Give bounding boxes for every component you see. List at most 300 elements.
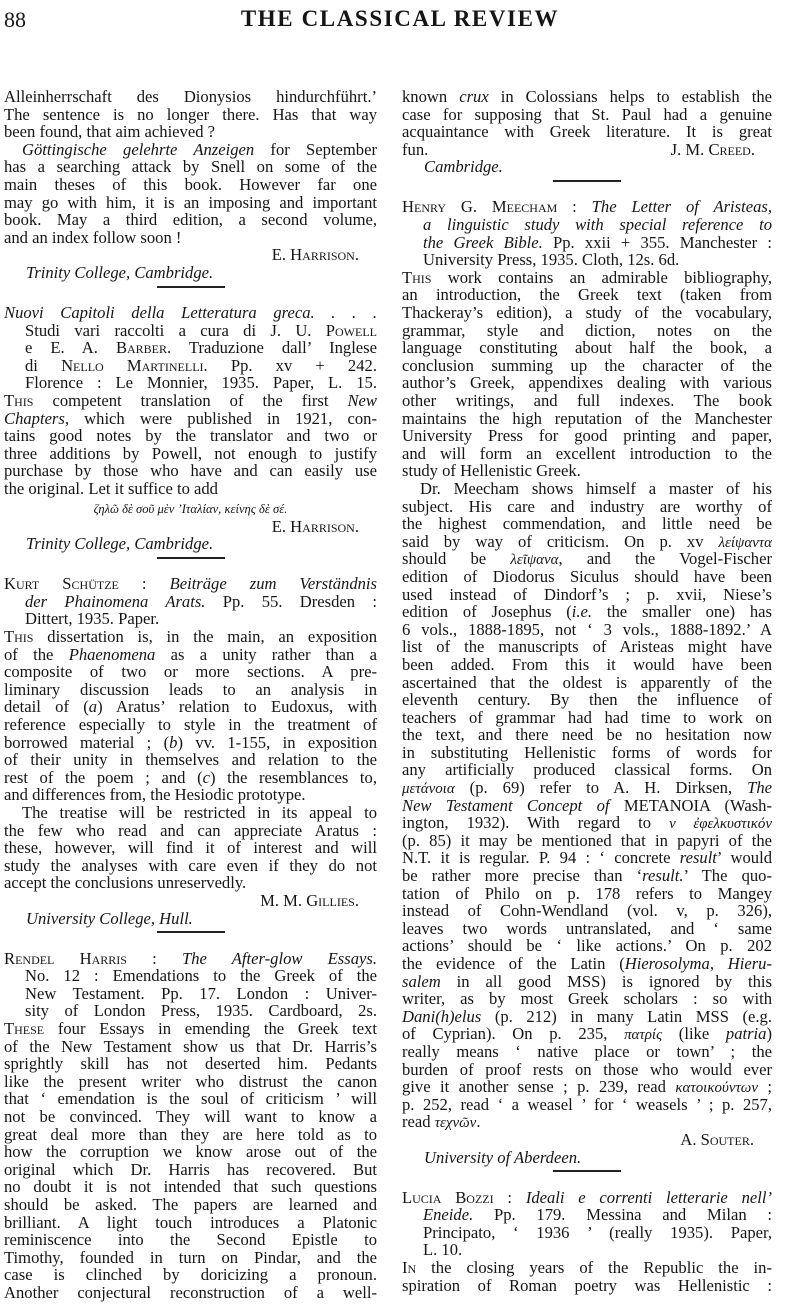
text-span: , which were published in 1921, con- <box>64 408 377 428</box>
review-heading-line <box>4 985 377 1003</box>
text-span: Dr. Meecham shows himself a master of his <box>420 478 772 498</box>
text-span: 6 vols., 1888-1895, not ‘ 3 vols., 1888-1892.’ A <box>402 619 772 639</box>
text-span: Principato, ‘ 1936 ’ (really 1935). Paper, <box>423 1222 772 1242</box>
text-span: : <box>126 948 182 968</box>
text-line <box>4 681 377 699</box>
text-line <box>402 445 772 463</box>
text-line <box>402 286 772 304</box>
text-span: the closing years of the Republic the in- <box>416 1258 772 1277</box>
text-line <box>4 158 377 176</box>
text-line <box>4 646 377 664</box>
text-line <box>402 691 772 709</box>
text-line <box>402 1259 772 1277</box>
text-span: (like <box>662 1024 726 1044</box>
text-span: author’s Greek, appendixes dealing with various <box>402 373 772 393</box>
reviewer-signature <box>4 892 377 910</box>
text-line <box>402 198 772 216</box>
text-line <box>4 1196 377 1214</box>
text-line <box>4 575 377 593</box>
greek-text: μετάνοια <box>402 781 455 798</box>
reviewer-affiliation <box>4 910 377 928</box>
text-span: of Cyprian). On p. 235, <box>402 1024 625 1044</box>
text-span: acquaintance with Greek literature. It is great <box>402 122 772 142</box>
text-line <box>402 603 772 621</box>
text-line <box>402 322 772 340</box>
text-line <box>402 638 772 656</box>
italic-text: Hierosolyma <box>624 954 710 973</box>
text-span: L. 10. <box>423 1240 463 1260</box>
greek-text: λεῖψανα <box>510 552 559 569</box>
italic-text: Cambridge. <box>424 157 503 177</box>
text-line <box>402 410 772 428</box>
text-line <box>4 628 377 646</box>
text-span: ) Aratus’ relation to Eudoxus, with <box>97 697 377 717</box>
reviewer-signature <box>4 246 377 264</box>
small-caps-text: These <box>4 1019 45 1038</box>
italic-text: b <box>169 732 178 752</box>
text-span: any artificially produced classical forms. On <box>402 760 772 780</box>
review-heading-line <box>4 339 377 357</box>
text-line <box>4 1090 377 1108</box>
text-span: New Testament. Pp. 17. London : Univer- <box>25 983 377 1003</box>
text-line <box>4 857 377 875</box>
text-span: spiration of Roman poetry was Hellenistic : <box>402 1275 772 1295</box>
text-span: of their unity in themselves and relation to the <box>4 750 377 770</box>
small-caps-text: This <box>4 627 34 647</box>
text-span: that ‘ emendation is the soul of criticism ’ will <box>4 1089 377 1109</box>
paragraph-last-line <box>402 462 772 480</box>
italic-text: University of Aberdeen. <box>424 1147 582 1167</box>
text-span: and will form an excellent introduction to the <box>402 443 772 463</box>
divider-rule <box>157 931 225 933</box>
italic-text: University College, Hull. <box>26 908 193 928</box>
italic-text: i.e. <box>571 602 593 622</box>
italic-text: The <box>747 778 772 798</box>
text-span: give it another sense ; p. 239, read <box>402 1077 676 1097</box>
text-line <box>4 462 377 480</box>
text-span: four Essays in emending the Greek text <box>44 1019 377 1038</box>
text-span: . <box>476 1112 481 1132</box>
paragraph-last-line <box>4 123 377 141</box>
reviewer-affiliation <box>4 535 377 553</box>
review-heading-line <box>402 216 772 234</box>
paragraph-first-line <box>4 804 377 822</box>
text-span: teachers of grammar had had time to work on <box>402 707 772 727</box>
italic-text: Nuovi Capitoli della Letteratura greca. . . . <box>4 303 377 323</box>
italic-text: salem <box>402 971 441 991</box>
text-span: how the corruption we know arose out of the <box>4 1142 377 1162</box>
text-span: case is clinched by doricizing a pronoun. <box>4 1265 377 1285</box>
text-span: study the analyses with care even if they do not <box>4 855 377 875</box>
text-line <box>402 374 772 392</box>
italic-text: c <box>202 767 210 787</box>
paragraph-first-line <box>402 480 772 498</box>
text-span: Another conjectural reconstruction of a well- <box>4 1282 377 1302</box>
text-span: dissertation is, in the main, an exposition <box>33 627 377 647</box>
text-span: sity of London Press, 1935. Cardboard, 2s. <box>25 1001 377 1021</box>
review-heading-line <box>402 234 772 252</box>
text-span: e E. A. <box>25 338 116 358</box>
italic-text: Beiträge zum Verständnis <box>169 574 377 594</box>
text-span: these, however, will find it of interest and will <box>4 838 377 858</box>
review-heading-line <box>4 322 377 340</box>
review-heading-line <box>402 251 772 269</box>
small-caps-text: Nello Martinelli <box>61 355 204 375</box>
section-divider <box>402 1166 772 1189</box>
text-span: writer, as by most Greek scholars : so with <box>402 989 772 1009</box>
text-span: eleventh century. By then the influence of <box>402 690 772 710</box>
text-line <box>402 106 772 124</box>
paragraph-last-line <box>4 229 377 247</box>
text-line <box>402 427 772 445</box>
text-span: , <box>709 954 728 973</box>
italic-text: The After-glow Essays. <box>181 948 377 968</box>
italic-text: Eneide. <box>423 1205 474 1225</box>
greek-text: λείψαντα <box>718 534 772 551</box>
text-line <box>402 1096 772 1114</box>
review-heading-line <box>4 374 377 392</box>
text-line <box>402 761 772 779</box>
text-line <box>402 304 772 322</box>
page-number: 88 <box>4 7 26 32</box>
text-line <box>402 937 772 955</box>
greek-quotation <box>4 498 377 518</box>
text-line <box>402 726 772 744</box>
text-span: detail of ( <box>4 697 89 717</box>
text-span: accept the conclusions unreservedly. <box>4 873 247 893</box>
text-span: no doubt it is not intended that such questions <box>4 1177 377 1197</box>
text-span: . Traduzione dall’ Inglese <box>167 338 377 358</box>
text-span: Pp. 55. Dresden : <box>205 591 377 611</box>
review-heading-line <box>402 1206 772 1224</box>
text-span: : <box>557 197 592 217</box>
small-caps-text: A. Souter. <box>680 1129 754 1149</box>
text-span: main theses of this book. However far one <box>4 174 377 194</box>
text-line <box>4 698 377 716</box>
italic-text: der Phainomena Arats. <box>25 591 206 611</box>
divider-rule <box>553 1170 621 1172</box>
text-span: an introduction, the Greek text (taken from <box>402 285 772 305</box>
text-span: ’ would <box>716 848 772 868</box>
text-span: read <box>402 1112 435 1132</box>
text-span: as a unity rather than a <box>155 644 377 664</box>
text-span: Thackeray’s edition), a study of the vocabulary, <box>402 303 772 323</box>
text-span: the text, and there need be no hesitation now <box>402 725 772 745</box>
text-span: in Colossians helps to establish the <box>488 87 772 106</box>
small-caps-text: J. M. Creed. <box>670 139 755 159</box>
text-span: purchase by those who have and can easily use <box>4 461 377 481</box>
text-line <box>402 568 772 586</box>
paragraph-last-line <box>4 480 377 498</box>
text-span: the evidence of the Latin ( <box>402 954 625 973</box>
text-line <box>4 1126 377 1144</box>
text-line <box>4 839 377 857</box>
text-line <box>4 88 377 106</box>
text-span: and an index follow soon ! <box>4 227 182 247</box>
paragraph-last-line <box>402 1113 772 1131</box>
text-line <box>402 533 772 551</box>
text-span: p. 252, read ‘ a weasel ’ for ‘ weasels ’ ; p. 257, <box>402 1094 772 1114</box>
italic-text: Trinity College, Cambridge. <box>26 262 214 282</box>
text-line <box>402 88 772 106</box>
text-line <box>402 550 772 568</box>
text-span: edition of Josephus ( <box>402 602 572 622</box>
text-span: University Press, 1935. Cloth, 12s. 6d. <box>423 250 680 270</box>
text-span: Pp. 179. Messina and Milan : <box>473 1205 772 1225</box>
text-span: : <box>493 1187 526 1207</box>
text-line <box>4 1266 377 1284</box>
text-line <box>4 1161 377 1179</box>
italic-text: crux <box>459 87 489 106</box>
reviewer-signature <box>402 1131 772 1149</box>
text-span: work contains an admirable bibliography, <box>431 267 772 287</box>
text-span: burden of proof rests on those who would ever <box>402 1059 772 1079</box>
italic-text: result <box>679 848 717 868</box>
text-span: not be convinced. They will want to know a <box>4 1106 377 1126</box>
italic-text: a <box>88 697 98 717</box>
italic-text: Dani(h)elus <box>402 1006 482 1026</box>
text-line <box>4 1055 377 1073</box>
text-span: (p. 212) in many Latin MSS (e.g. <box>481 1006 772 1026</box>
text-line <box>4 1073 377 1091</box>
text-line <box>402 832 772 850</box>
text-line <box>402 814 772 832</box>
text-span: and differences from, the Hesiodic prototype. <box>4 785 306 805</box>
small-caps-text: Henry G. Meecham <box>402 197 558 217</box>
text-span: The sentence is no longer there. Has that way <box>4 104 377 124</box>
italic-text: Göttingische gelehrte Anzeigen <box>22 139 255 159</box>
text-span: known <box>402 87 460 106</box>
column-right <box>402 88 772 1294</box>
text-span: study of Hellenistic Greek. <box>402 461 581 481</box>
greek-text: ζηλῶ δὲ σοῦ μὲν ’Ιταλίαν, κείνης δὲ σέ. <box>93 501 288 516</box>
greek-text: ν ἐφελκυστικόν <box>669 816 772 833</box>
text-line <box>4 1143 377 1161</box>
text-line <box>4 751 377 769</box>
italic-text: result. <box>642 866 684 886</box>
text-span: ascertained that the oldest is apparently of the <box>402 672 772 692</box>
divider-rule <box>157 286 225 288</box>
text-span: the smaller one) has <box>592 602 772 622</box>
text-line <box>4 194 377 212</box>
text-span: liminary discussion leads to an analysis in <box>4 679 377 699</box>
text-line <box>4 769 377 787</box>
text-span: University Press for good printing and paper, <box>402 426 772 446</box>
review-heading-line <box>4 610 377 628</box>
text-span: ’ The quo- <box>683 866 772 886</box>
text-span: competent translation of the first <box>33 391 348 410</box>
text-span: language constituting about half the book, a <box>402 338 772 358</box>
text-span: the original. Let it suffice to add <box>4 478 218 498</box>
text-line <box>402 797 772 815</box>
text-line <box>4 1214 377 1232</box>
text-span: reference especially to style in the treatment of <box>4 715 377 734</box>
paragraph-last-line <box>4 874 377 892</box>
text-span: Alleinherrschaft des Dionysios hindurchführt.’ <box>4 87 377 106</box>
small-caps-text: Lucia Bozzi <box>402 1187 494 1207</box>
reviewer-affiliation <box>402 158 772 176</box>
italic-text: New Testament Concept of <box>402 795 610 815</box>
review-heading-line <box>4 593 377 611</box>
text-line <box>402 1025 772 1043</box>
text-span: (p. 69) refer to A. H. Dirksen, <box>454 778 748 798</box>
text-span: the few who read and can appreciate Aratus : <box>4 820 377 840</box>
text-span: ) vv. 1-155, in exposition <box>177 732 377 752</box>
text-span: sprightly skill has not deserted him. Pedants <box>4 1054 377 1074</box>
text-line <box>402 990 772 1008</box>
text-span: tation of Philo on p. 178 refers to Mangey <box>402 883 772 903</box>
text-span: in substituting Hellenistic forms of words for <box>402 742 772 762</box>
text-span: of the New Testament show us that Dr. Harris’s <box>4 1036 377 1056</box>
text-line <box>402 920 772 938</box>
text-span: used instead of Dindorf’s ; p. xvii, Niese’s <box>402 584 772 604</box>
text-line <box>4 950 377 968</box>
text-span: . Pp. xv + 242. <box>203 355 377 375</box>
text-line <box>402 656 772 674</box>
paragraph-first-line <box>4 141 377 159</box>
text-span: Timothy, founded in turn on Pindar, and the <box>4 1247 377 1267</box>
text-span: brilliant. A light touch introduces a Platonic <box>4 1212 377 1232</box>
italic-text: Ideali e correnti letterarie nell’ <box>525 1187 772 1207</box>
text-line <box>402 1078 772 1096</box>
section-divider <box>4 927 377 950</box>
text-line <box>402 709 772 727</box>
text-line <box>402 1043 772 1061</box>
text-line <box>4 392 377 410</box>
italic-text: Trinity College, Cambridge. <box>26 534 214 554</box>
text-span: been added. From this it would have been <box>402 654 772 674</box>
text-line <box>402 885 772 903</box>
text-span: three additions by Powell, not enough to justify <box>4 443 377 463</box>
text-span: conclusion summing up the character of the <box>402 355 772 375</box>
text-line <box>402 973 772 991</box>
text-span: No. 12 : Emendations to the Greek of the <box>25 966 377 986</box>
column-left <box>4 88 377 1302</box>
review-heading-line <box>402 1241 772 1259</box>
text-span: may go with him, it is an imposing and important <box>4 192 377 212</box>
review-heading-line <box>4 357 377 375</box>
text-span: composite of two or more sections. A pre- <box>4 662 377 682</box>
review-heading-line <box>4 967 377 985</box>
text-line <box>402 339 772 357</box>
text-span: original which Dr. Harris has recovered. But <box>4 1159 377 1179</box>
text-line <box>4 1284 377 1302</box>
text-span: Florence : Le Monnier, 1935. Paper, L. 15. <box>25 373 377 393</box>
small-caps-text: Barber <box>115 338 168 358</box>
text-span: fun. <box>402 139 429 159</box>
text-line <box>402 392 772 410</box>
text-line <box>4 734 377 752</box>
text-span: ) the resemblances to, <box>209 767 377 787</box>
small-caps-text: In <box>402 1258 417 1277</box>
text-line <box>402 123 772 141</box>
text-span: , and the Vogel-Fischer <box>558 549 772 569</box>
small-caps-text: This <box>402 267 432 287</box>
text-line <box>402 849 772 867</box>
small-caps-text: E. Harrison. <box>271 245 359 265</box>
italic-text: New <box>347 391 377 410</box>
text-span: really means ‘ native place or town’ ; the <box>402 1041 772 1061</box>
text-span: actions’ should be ‘ like actions.’ On p. 202 <box>402 936 772 956</box>
text-span: has a searching attack by Snell on some of the <box>4 157 377 177</box>
text-span: borrowed material ; ( <box>4 732 170 752</box>
review-heading-line <box>402 1224 772 1242</box>
text-line <box>4 304 377 322</box>
text-span: case for supposing that St. Paul had a genuine <box>402 104 772 124</box>
text-span: tains good notes by the translator and two or <box>4 426 377 446</box>
text-line <box>4 176 377 194</box>
greek-text: πατρίς <box>624 1027 663 1044</box>
text-span: edition of Diodorus Siculus should have been <box>402 566 772 586</box>
text-line <box>4 1231 377 1249</box>
text-span: Pp. xxii + 355. Manchester : <box>542 232 772 252</box>
text-line <box>4 106 377 124</box>
greek-text: τεχνῶν <box>434 1115 477 1132</box>
text-span: METANOIA (Wash- <box>609 795 773 815</box>
text-line <box>402 674 772 692</box>
journal-title: THE CLASSICAL REVIEW <box>240 6 560 31</box>
text-line <box>4 1038 377 1056</box>
text-line <box>4 427 377 445</box>
text-line <box>402 902 772 920</box>
small-caps-text: Powell <box>325 320 377 340</box>
text-span: in all good MSS) is ignored by this <box>440 971 772 991</box>
text-span: grammar, style and diction, notes on the <box>402 320 772 340</box>
text-line <box>402 621 772 639</box>
text-line <box>4 1108 377 1126</box>
text-span: rest of the poem ; and ( <box>4 767 203 787</box>
text-line <box>402 1061 772 1079</box>
section-divider <box>4 553 377 576</box>
text-span: should be asked. The papers are learned and <box>4 1194 377 1214</box>
text-line <box>402 779 772 797</box>
text-line <box>402 586 772 604</box>
text-line <box>4 1020 377 1038</box>
text-line <box>402 955 772 973</box>
text-span: subject. His care and industry are worthy of <box>402 496 772 516</box>
text-line <box>402 1008 772 1026</box>
italic-text: patria <box>725 1024 767 1044</box>
text-line <box>4 211 377 229</box>
text-line <box>4 1178 377 1196</box>
divider-rule <box>553 180 621 182</box>
text-span: reminiscence into the Second Epistle to <box>4 1230 377 1250</box>
text-line <box>402 1277 772 1295</box>
text-span: : <box>118 574 170 594</box>
section-divider <box>4 282 377 305</box>
text-span: The treatise will be restricted in its appeal to <box>22 802 377 822</box>
text-line <box>402 867 772 885</box>
text-span: be rather more precise than ‘ <box>402 866 643 886</box>
text-span: like the present writer who distrust the canon <box>4 1071 377 1091</box>
text-span: (p. 85) it may be mentioned that in papyri of the <box>402 830 772 850</box>
small-caps-text: M. M. Gillies. <box>260 890 359 910</box>
text-line <box>402 515 772 533</box>
text-span: di <box>25 355 62 375</box>
text-span: other writings, and full indexes. The book <box>402 391 772 410</box>
text-span: for September <box>254 139 377 159</box>
text-span: Studi vari raccolti a cura di J. U. <box>25 320 326 340</box>
text-span: maintains the high reputation of the Manchester <box>402 408 772 428</box>
small-caps-text: This <box>4 391 34 410</box>
text-span: leaves two words untranslated, and ‘ same <box>402 918 772 938</box>
italic-text: a linguistic study with special reference to <box>423 215 772 235</box>
text-span: ington, 1932). With regard to <box>402 813 670 833</box>
text-line <box>402 357 772 375</box>
text-line <box>4 410 377 428</box>
text-span: should be <box>402 549 511 569</box>
text-line <box>4 663 377 681</box>
